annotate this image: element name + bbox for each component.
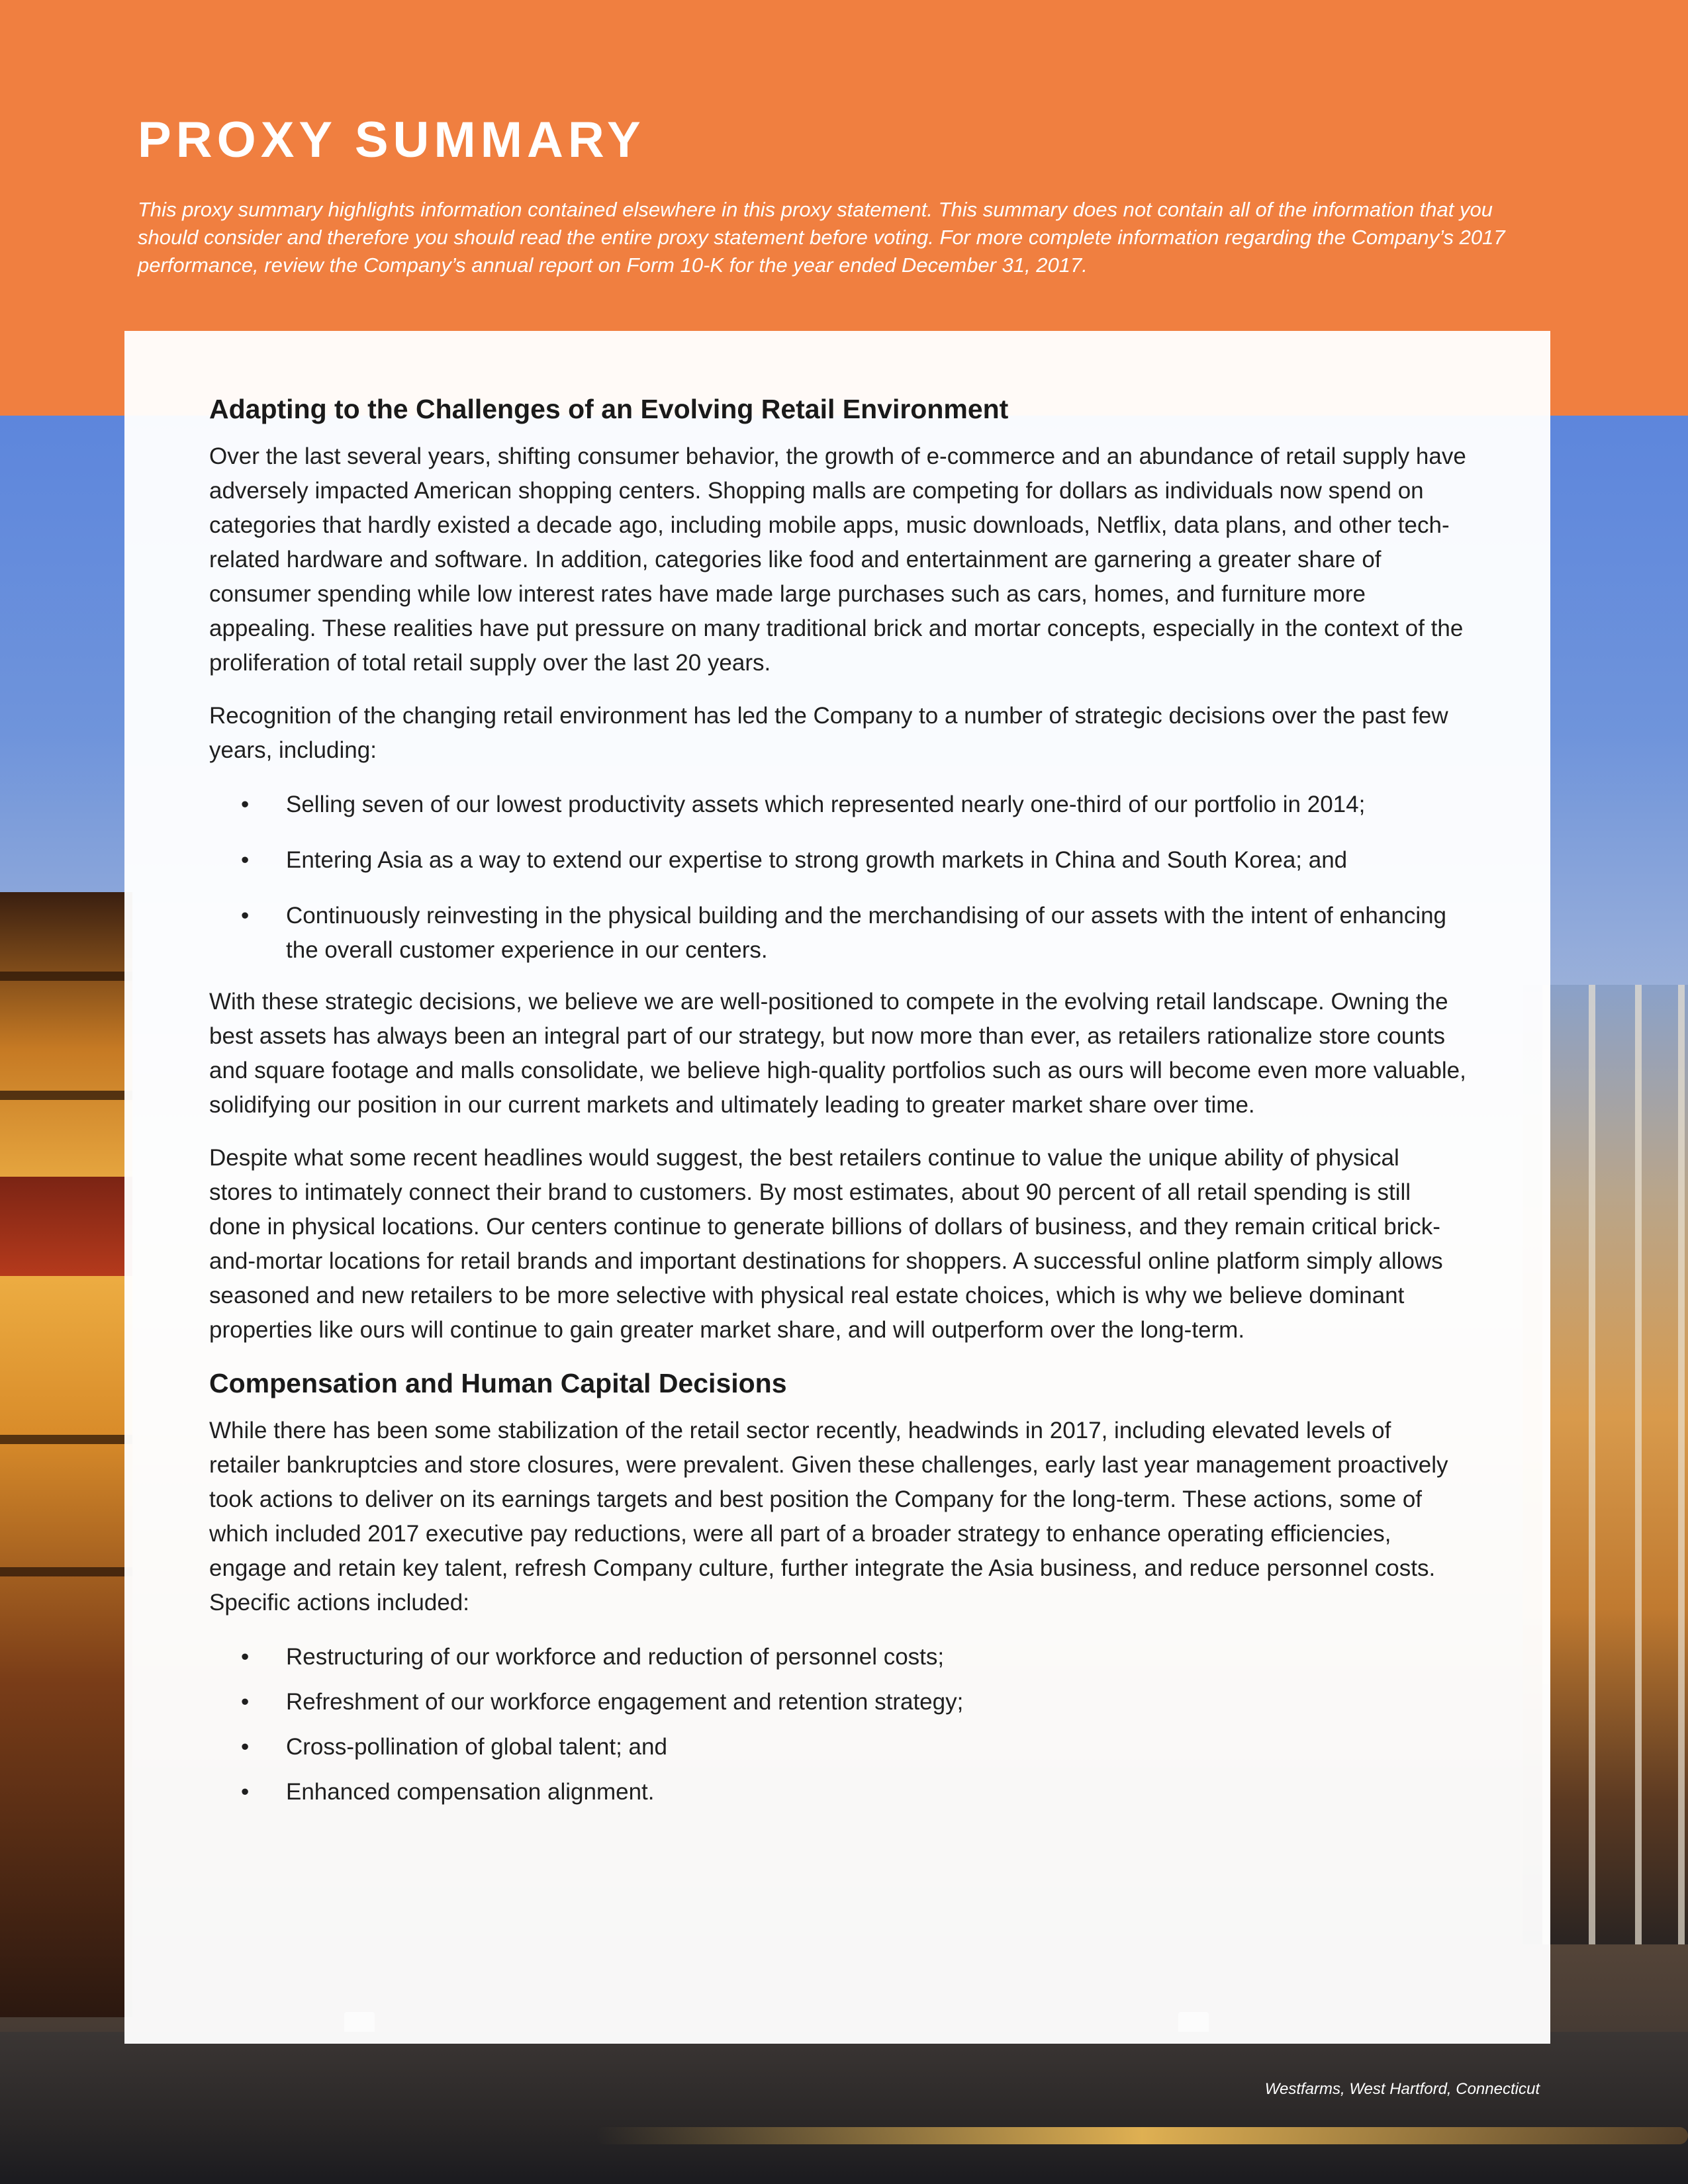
paragraph: Despite what some recent headlines would suggest, the best retailers continue to value the unique ability of physical stores to intimately connect their brand to customers. By most estimates, about 90 percent of all retail spending is still done in physical locations. Our centers continue to generate billions of dollars of business, and they remain critical brick-and-mortar locations for retail brands and important destinations for shoppers. A successful online platform simply allows seasoned and new retailers to be more selective with physical real estate choices, which is why we believe dominant properties like ours will continue to gain greater market share, and will outperform over the long-term. <box>209 1145 1443 1343</box>
list-item-text: Enhanced compensation alignment. <box>286 1779 655 1805</box>
bullet-icon: • <box>241 1689 250 1715</box>
list-item-text: Entering Asia as a way to extend our expertise to strong growth markets in China and South Korea; and <box>286 847 1348 873</box>
intro-text: This proxy summary highlights information contained elsewhere in this proxy statement. This summary does not contain all of the information that you should consider and therefore you should read the entire proxy statement before voting. For more complete information regarding the Company’s 2017 performance, review the Company’s annual report on Form 10-K for the year ended December 31, 2017. <box>138 198 1505 277</box>
paragraph: Recognition of the changing retail environment has led the Company to a number of strategic decisions over the past few years, including: <box>209 703 1448 763</box>
restaurant-facade <box>0 892 132 2017</box>
restaurant-sign <box>0 1177 132 1276</box>
content-body <box>209 392 1467 1809</box>
list-item <box>209 1730 1467 1764</box>
list-item <box>209 1640 1467 1674</box>
bullet-icon: • <box>241 903 250 929</box>
list-item-text: Selling seven of our lowest productivity assets which represented nearly one-third of our portfolio in 2014; <box>286 792 1366 817</box>
list-item-text: Cross-pollination of global talent; and <box>286 1734 667 1760</box>
list-item <box>209 899 1467 968</box>
list-item <box>209 1685 1467 1719</box>
bullet-icon: • <box>241 1644 250 1670</box>
list-item-text: Refreshment of our workforce engagement and retention strategy; <box>286 1689 964 1715</box>
list-item <box>209 1775 1467 1809</box>
street-ground <box>0 2032 1688 2184</box>
list-item <box>209 843 1467 878</box>
paragraph: With these strategic decisions, we believe we are well-positioned to compete in the evolving retail landscape. Owning the best assets has always been an integral part of our strategy, but now more than ever, as retailers rationalize store counts and square footage and malls consolidate, we believe high-quality portfolios such as ours will become even more valuable, solidifying our position in our current markets and ultimately leading to greater market share over time. <box>209 989 1466 1118</box>
section-heading-retail: Adapting to the Challenges of an Evolving Retail Environment <box>209 394 1009 424</box>
paragraph: While there has been some stabilization of the retail sector recently, headwinds in 2017, including elevated levels of retailer bankruptcies and store closures, were prevalent. Given these challenges, early last year management proactively took actions to deliver on its earnings targets and best position the Company for the long-term. These actions, some of which included 2017 executive pay reductions, were all part of a broader strategy to enhance operating efficiencies, engage and retain key talent, refresh Company culture, further integrate the Asia business, and reduce personnel costs. Specific actions included: <box>209 1418 1448 1615</box>
light-streak <box>596 2127 1688 2144</box>
strategic-decisions-list <box>209 788 1467 968</box>
page-title: PROXY SUMMARY <box>138 112 645 168</box>
section-heading-compensation: Compensation and Human Capital Decisions <box>209 1368 787 1398</box>
specific-actions-list <box>209 1640 1467 1809</box>
content-panel <box>124 331 1550 2044</box>
bullet-icon: • <box>241 847 250 873</box>
list-item-text: Restructuring of our workforce and reduction of personnel costs; <box>286 1644 945 1670</box>
paragraph: Over the last several years, shifting consumer behavior, the growth of e-commerce and an abundance of retail supply have adversely impacted American shopping centers. Shopping malls are competing for dollars as individuals now spend on categories that hardly existed a decade ago, including mobile apps, music downloads, Netflix, data plans, and other tech-related hardware and software. In addition, categories like food and entertainment are garnering a greater share of consumer spending while low interest rates have made large purchases such as cars, homes, and furniture more appealing. These realities have put pressure on many traditional brick and mortar concepts, especially in the context of the proliferation of total retail supply over the last 20 years. <box>209 443 1466 676</box>
bullet-icon: • <box>241 1734 250 1760</box>
list-item-text: Continuously reinvesting in the physical building and the merchandising of our assets with the intent of enhancing the overall customer experience in our centers. <box>286 903 1447 963</box>
photo-caption: Westfarms, West Hartford, Connecticut <box>1264 2080 1540 2098</box>
bullet-icon: • <box>241 792 250 817</box>
list-item <box>209 788 1467 822</box>
bullet-icon: • <box>241 1779 250 1805</box>
